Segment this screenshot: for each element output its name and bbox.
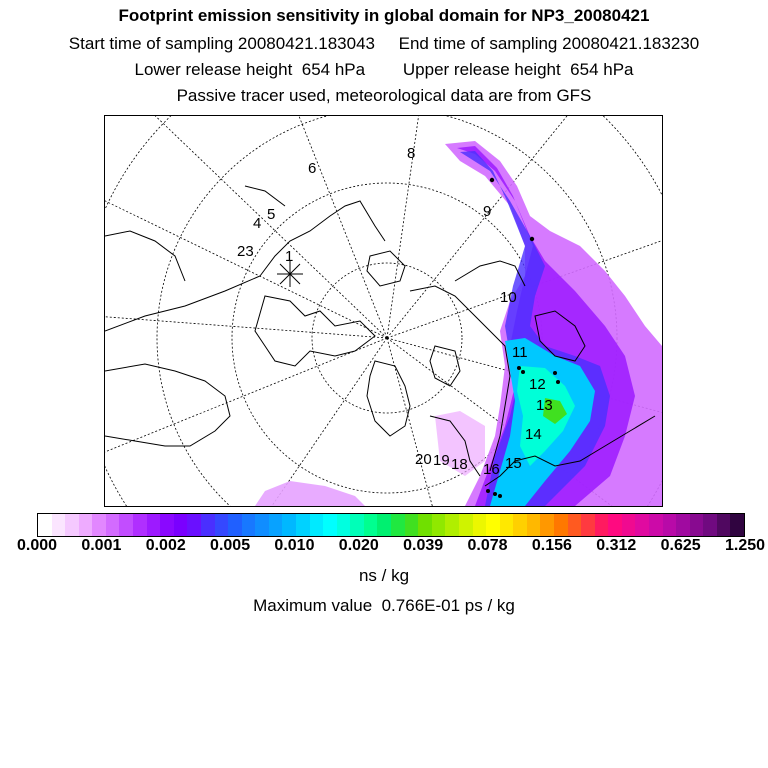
sampling-times [0, 34, 768, 54]
colorbar-tick-label: 0.001 [81, 537, 122, 554]
point-label: 18 [451, 456, 468, 473]
colorbar-swatch [364, 514, 378, 536]
colorbar-tick-label: 0.002 [145, 537, 186, 554]
colorbar-swatch [187, 514, 201, 536]
colorbar-swatch [269, 514, 283, 536]
point-label: 19 [433, 452, 450, 469]
colorbar-swatch [568, 514, 582, 536]
point-label: 15 [505, 455, 522, 472]
colorbar-swatch [690, 514, 704, 536]
meridian [145, 116, 387, 338]
start-time: Start time of sampling 20080421.183043 [68, 34, 376, 53]
colorbar-swatch [310, 514, 324, 536]
meridian [105, 338, 387, 456]
colorbar-swatch [79, 514, 93, 536]
colorbar-swatch [255, 514, 269, 536]
colorbar-swatch [513, 514, 527, 536]
colorbar [37, 513, 745, 537]
colorbar-tick-label: 0.039 [403, 537, 444, 554]
colorbar-tick-label: 1.250 [724, 537, 766, 554]
colorbar-swatch [676, 514, 690, 536]
colorbar-tick-label: 0.020 [338, 537, 379, 554]
colorbar-swatch [215, 514, 229, 536]
plot-title: Footprint emission sensitivity in global domain for NP3_20080421 [118, 6, 650, 25]
meridian [387, 338, 435, 506]
point-label: 6 [308, 160, 317, 177]
point-label: 5 [267, 206, 276, 223]
colorbar-tick-label: 0.005 [210, 537, 251, 554]
colorbar-unit: ns / kg [358, 566, 410, 585]
colorbar-swatch [147, 514, 161, 536]
colorbar-swatch [730, 514, 744, 536]
colorbar-tick-label: 0.312 [596, 537, 637, 554]
polar-map [104, 115, 663, 507]
meridian [105, 316, 387, 338]
colorbar-ticks [0, 537, 768, 559]
colorbar-swatch [119, 514, 133, 536]
colorbar-swatch [500, 514, 514, 536]
colorbar-swatch [52, 514, 66, 536]
footprint-plume [255, 141, 662, 506]
colorbar-tick-label: 0.000 [16, 537, 58, 554]
colorbar-swatch [92, 514, 106, 536]
colorbar-swatch [174, 514, 188, 536]
colorbar-tick-label: 0.078 [467, 537, 508, 554]
point-label: 11 [512, 344, 528, 361]
point-label: 14 [525, 426, 542, 443]
point-label: 10 [500, 289, 517, 306]
colorbar-swatch [595, 514, 609, 536]
colorbar-swatch [608, 514, 622, 536]
colorbar-swatch [201, 514, 215, 536]
colorbar-swatch [622, 514, 636, 536]
colorbar-swatch [649, 514, 663, 536]
colorbar-swatch [635, 514, 649, 536]
point-label: 9 [483, 203, 492, 220]
colorbar-swatch [228, 514, 242, 536]
colorbar-swatch [242, 514, 256, 536]
colorbar-tick-label: 0.625 [660, 537, 701, 554]
colorbar-swatch [459, 514, 473, 536]
colorbar-swatch [106, 514, 120, 536]
point-label: 4 [253, 215, 262, 232]
meridian [295, 116, 387, 338]
colorbar-swatch [282, 514, 296, 536]
point-label: 13 [536, 397, 553, 414]
colorbar-swatch [323, 514, 337, 536]
colorbar-swatch [133, 514, 147, 536]
maximum-value: Maximum value 0.766E-01 ps / kg [253, 596, 515, 615]
upper-release-height: Upper release height 654 hPa [402, 60, 634, 79]
colorbar-swatch [432, 514, 446, 536]
colorbar-swatch [160, 514, 174, 536]
colorbar-swatch [486, 514, 500, 536]
point-label: 23 [237, 243, 254, 260]
colorbar-tick-label: 0.010 [274, 537, 315, 554]
colorbar-swatch [581, 514, 595, 536]
colorbar-swatch [703, 514, 717, 536]
colorbar-swatch [717, 514, 731, 536]
colorbar-swatch [350, 514, 364, 536]
colorbar-swatch [554, 514, 568, 536]
point-label: 20 [415, 451, 432, 468]
colorbar-swatch [337, 514, 351, 536]
tracer-note: Passive tracer used, meteorological data are from GFS [176, 86, 592, 105]
colorbar-swatch [663, 514, 677, 536]
colorbar-swatch [418, 514, 432, 536]
colorbar-swatch [65, 514, 79, 536]
colorbar-swatch [527, 514, 541, 536]
colorbar-swatch [473, 514, 487, 536]
meridian [105, 196, 387, 338]
point-label: 16 [483, 461, 500, 478]
colorbar-swatch [296, 514, 310, 536]
colorbar-swatch [540, 514, 554, 536]
release-heights [0, 60, 768, 80]
point-label: 12 [529, 376, 546, 393]
point-label: 1 [285, 248, 294, 265]
colorbar-swatch [445, 514, 459, 536]
point-label: 8 [407, 145, 416, 162]
colorbar-swatch [377, 514, 391, 536]
colorbar-tick-label: 0.156 [531, 537, 572, 554]
colorbar-swatch [405, 514, 419, 536]
colorbar-swatch [38, 514, 52, 536]
lower-release-height: Lower release height 654 hPa [134, 60, 366, 79]
map-canvas [105, 116, 662, 506]
colorbar-swatch [391, 514, 405, 536]
end-time: End time of sampling 20080421.183230 [398, 34, 700, 53]
